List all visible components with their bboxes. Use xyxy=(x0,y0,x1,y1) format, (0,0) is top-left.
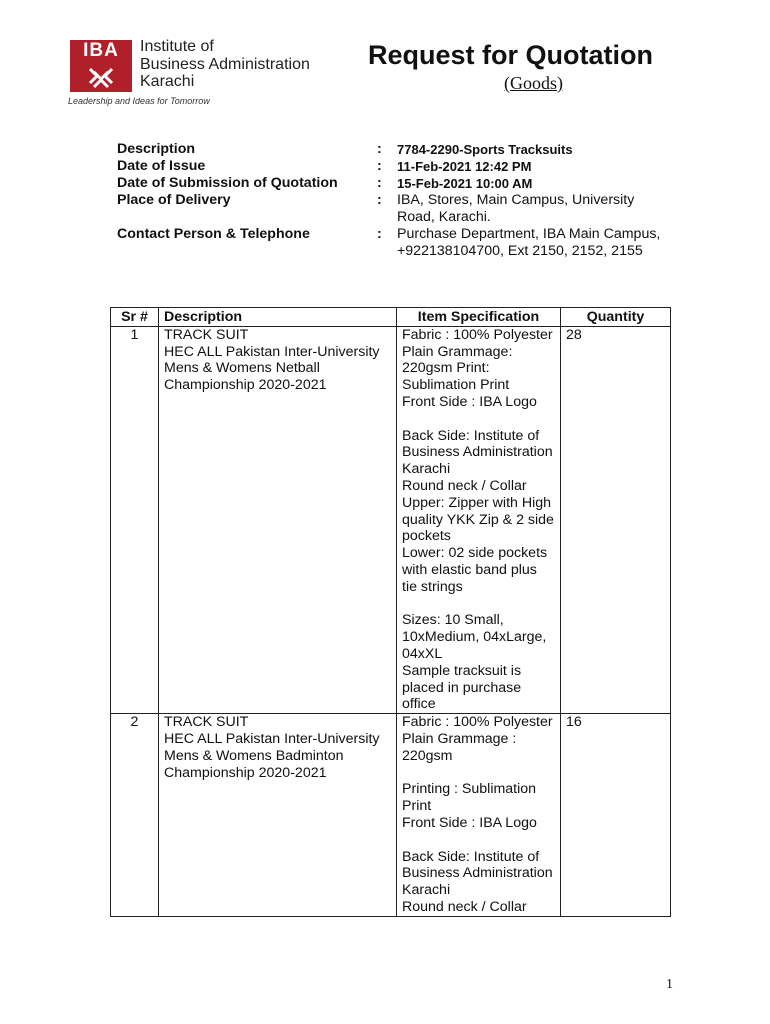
meta-colon: : xyxy=(377,175,382,191)
column-header-description: Description xyxy=(159,308,397,327)
meta-value: 15-Feb-2021 10:00 AM xyxy=(397,176,533,191)
cell-sr: 2 xyxy=(111,714,159,917)
meta-colon: : xyxy=(377,192,382,208)
cell-quantity: 28 xyxy=(561,326,671,713)
column-header-sr: Sr # xyxy=(111,308,159,327)
cell-quantity: 16 xyxy=(561,714,671,917)
meta-value: IBA, Stores, Main Campus, University Road, Karachi. xyxy=(397,192,635,225)
institute-name xyxy=(140,38,310,91)
meta-label: Date of Submission of Quotation xyxy=(117,175,338,191)
meta-label: Place of Delivery xyxy=(117,192,231,208)
institute-name-line1: Institute of xyxy=(140,38,214,55)
meta-value: 11-Feb-2021 12:42 PM xyxy=(397,159,532,174)
page-subtitle: (Goods) xyxy=(504,73,563,93)
cell-description: TRACK SUIT HEC ALL Pakistan Inter-University Mens & Womens Badminton Championship 2020-2021 xyxy=(159,714,397,917)
cell-spec: Fabric : 100% Polyester Plain Grammage : 220gsm Printing : Sublimation Print Front Side : IBA Logo Back Side: Institute of Business Administration Karachi Round neck / Collar xyxy=(397,714,561,917)
logo-tagline: Leadership and Ideas for Tomorrow xyxy=(68,96,210,106)
meta-colon: : xyxy=(377,141,382,157)
items-table xyxy=(110,307,671,917)
meta-label: Contact Person & Telephone xyxy=(117,226,310,242)
table-row xyxy=(111,714,671,917)
institute-name-line3: Karachi xyxy=(140,73,195,90)
iba-logo xyxy=(68,38,338,110)
meta-value: 7784-2290-Sports Tracksuits xyxy=(397,142,573,157)
cell-spec: Fabric : 100% Polyester Plain Grammage: 220gsm Print: Sublimation Print Front Side : IBA Logo Back Side: Institute of Business Administration Karachi Round neck / Collar Upper: Zipper with High quality YKK Zip & 2 side pockets Lower: 02 side pockets with elastic band plus tie strings Sizes: 10 Small, 10xMedium, 04xLarge, 04xXL Sample tracksuit is placed in purchase office xyxy=(397,326,561,713)
column-header-spec: Item Specification xyxy=(397,308,561,327)
meta-colon: : xyxy=(377,158,382,174)
meta-label: Date of Issue xyxy=(117,158,206,174)
column-header-quantity: Quantity xyxy=(561,308,671,327)
page-title: Request for Quotation xyxy=(368,40,653,70)
logo-mark-icon xyxy=(70,65,132,91)
table-row xyxy=(111,326,671,713)
page-number: 1 xyxy=(666,977,673,992)
logo-abbr: IBA xyxy=(83,40,119,61)
table-header-row xyxy=(111,308,671,327)
cell-description: TRACK SUIT HEC ALL Pakistan Inter-University Mens & Womens Netball Championship 2020-2021 xyxy=(159,326,397,713)
meta-colon: : xyxy=(377,226,382,242)
meta-value: Purchase Department, IBA Main Campus, +922138104700, Ext 2150, 2152, 2155 xyxy=(397,226,661,259)
cell-sr: 1 xyxy=(111,326,159,713)
meta-label: Description xyxy=(117,141,196,157)
institute-name-line2: Business Administration xyxy=(140,55,310,73)
